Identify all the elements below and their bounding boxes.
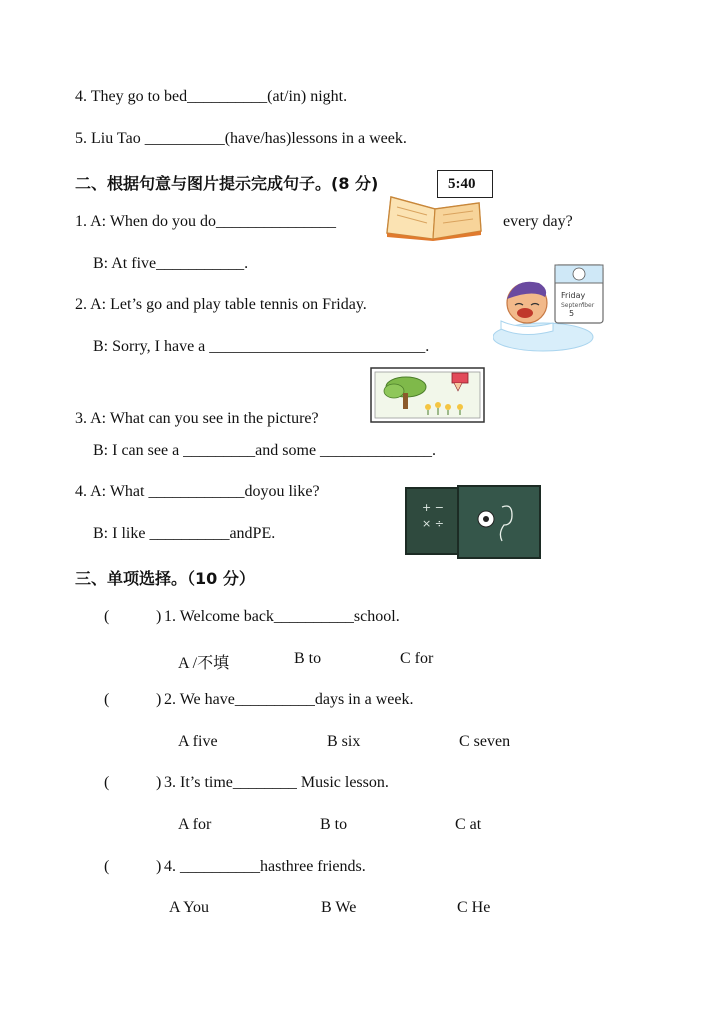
answer-paren-close: ): [156, 608, 162, 625]
s2-q3-question: 3. A: What can you see in the picture?: [75, 410, 319, 427]
mc-q2-option-b: B six: [327, 733, 361, 750]
answer-paren-close: ): [156, 691, 162, 708]
mc-q3-option-b: B to: [320, 816, 348, 833]
s2-q4-question: 4. A: What ____________doyou like?: [75, 483, 320, 500]
mc-q3-option-a: A for: [178, 816, 212, 833]
mc-question-4: 4. __________hasthree friends.: [164, 858, 366, 875]
calendar-day: Friday: [561, 291, 586, 300]
section-2-heading: 二、根据句意与图片提示完成句子。(8 分): [75, 174, 379, 193]
answer-paren-open: (: [104, 858, 110, 875]
s2-q2-question: 2. A: Let’s go and play table tennis on Friday.: [75, 296, 367, 313]
time-box: 5:40: [437, 170, 493, 198]
question-4-fill-blank: 4. They go to bed__________(at/in) night.: [75, 88, 348, 105]
s2-q3-answer: B: I can see a _________and some ______________.: [93, 442, 437, 459]
mc-q2-option-a: A five: [178, 733, 218, 750]
section-3-heading: 三、单项选择。（10 分）: [75, 569, 255, 588]
mc-question-1: 1. Welcome back__________school.: [164, 608, 400, 625]
s2-q2-answer: B: Sorry, I have a ___________________________.: [93, 338, 430, 355]
mc-q1-option-b: B to: [294, 650, 322, 667]
mc-q4-option-a: A You: [169, 899, 210, 916]
mc-question-3: 3. It’s time________ Music lesson.: [164, 774, 389, 791]
mc-q1-option-a: A /不填: [178, 655, 230, 672]
answer-paren-open: (: [104, 774, 110, 791]
mc-q1-option-c: C for: [400, 650, 434, 667]
mc-q3-option-c: C at: [455, 816, 482, 833]
s2-q1-question: 1. A: When do you do_______________: [75, 213, 337, 230]
calendar-date: 5: [569, 309, 575, 318]
svg-text:× ÷: × ÷: [422, 517, 444, 530]
answer-paren-open: (: [104, 608, 110, 625]
s2-q4-answer: B: I like __________andPE.: [93, 525, 276, 542]
s2-q1-answer: B: At five___________.: [93, 255, 249, 272]
mc-q4-option-b: B We: [321, 899, 357, 916]
answer-paren-open: (: [104, 691, 110, 708]
calendar-month: September: [561, 302, 595, 309]
question-5-fill-blank: 5. Liu Tao __________(have/has)lessons in a week.: [75, 130, 407, 147]
drawing-picture-icon: [370, 367, 485, 423]
blackboards-icon: [404, 485, 542, 560]
svg-text:+ −: + −: [422, 501, 444, 514]
s2-q1-question-tail: every day?: [503, 213, 573, 230]
answer-paren-close: ): [156, 858, 162, 875]
open-book-icon: [383, 193, 485, 241]
answer-paren-close: ): [156, 774, 162, 791]
mc-question-2: 2. We have__________days in a week.: [164, 691, 414, 708]
mc-q2-option-c: C seven: [459, 733, 511, 750]
mc-q4-option-c: C He: [457, 899, 491, 916]
